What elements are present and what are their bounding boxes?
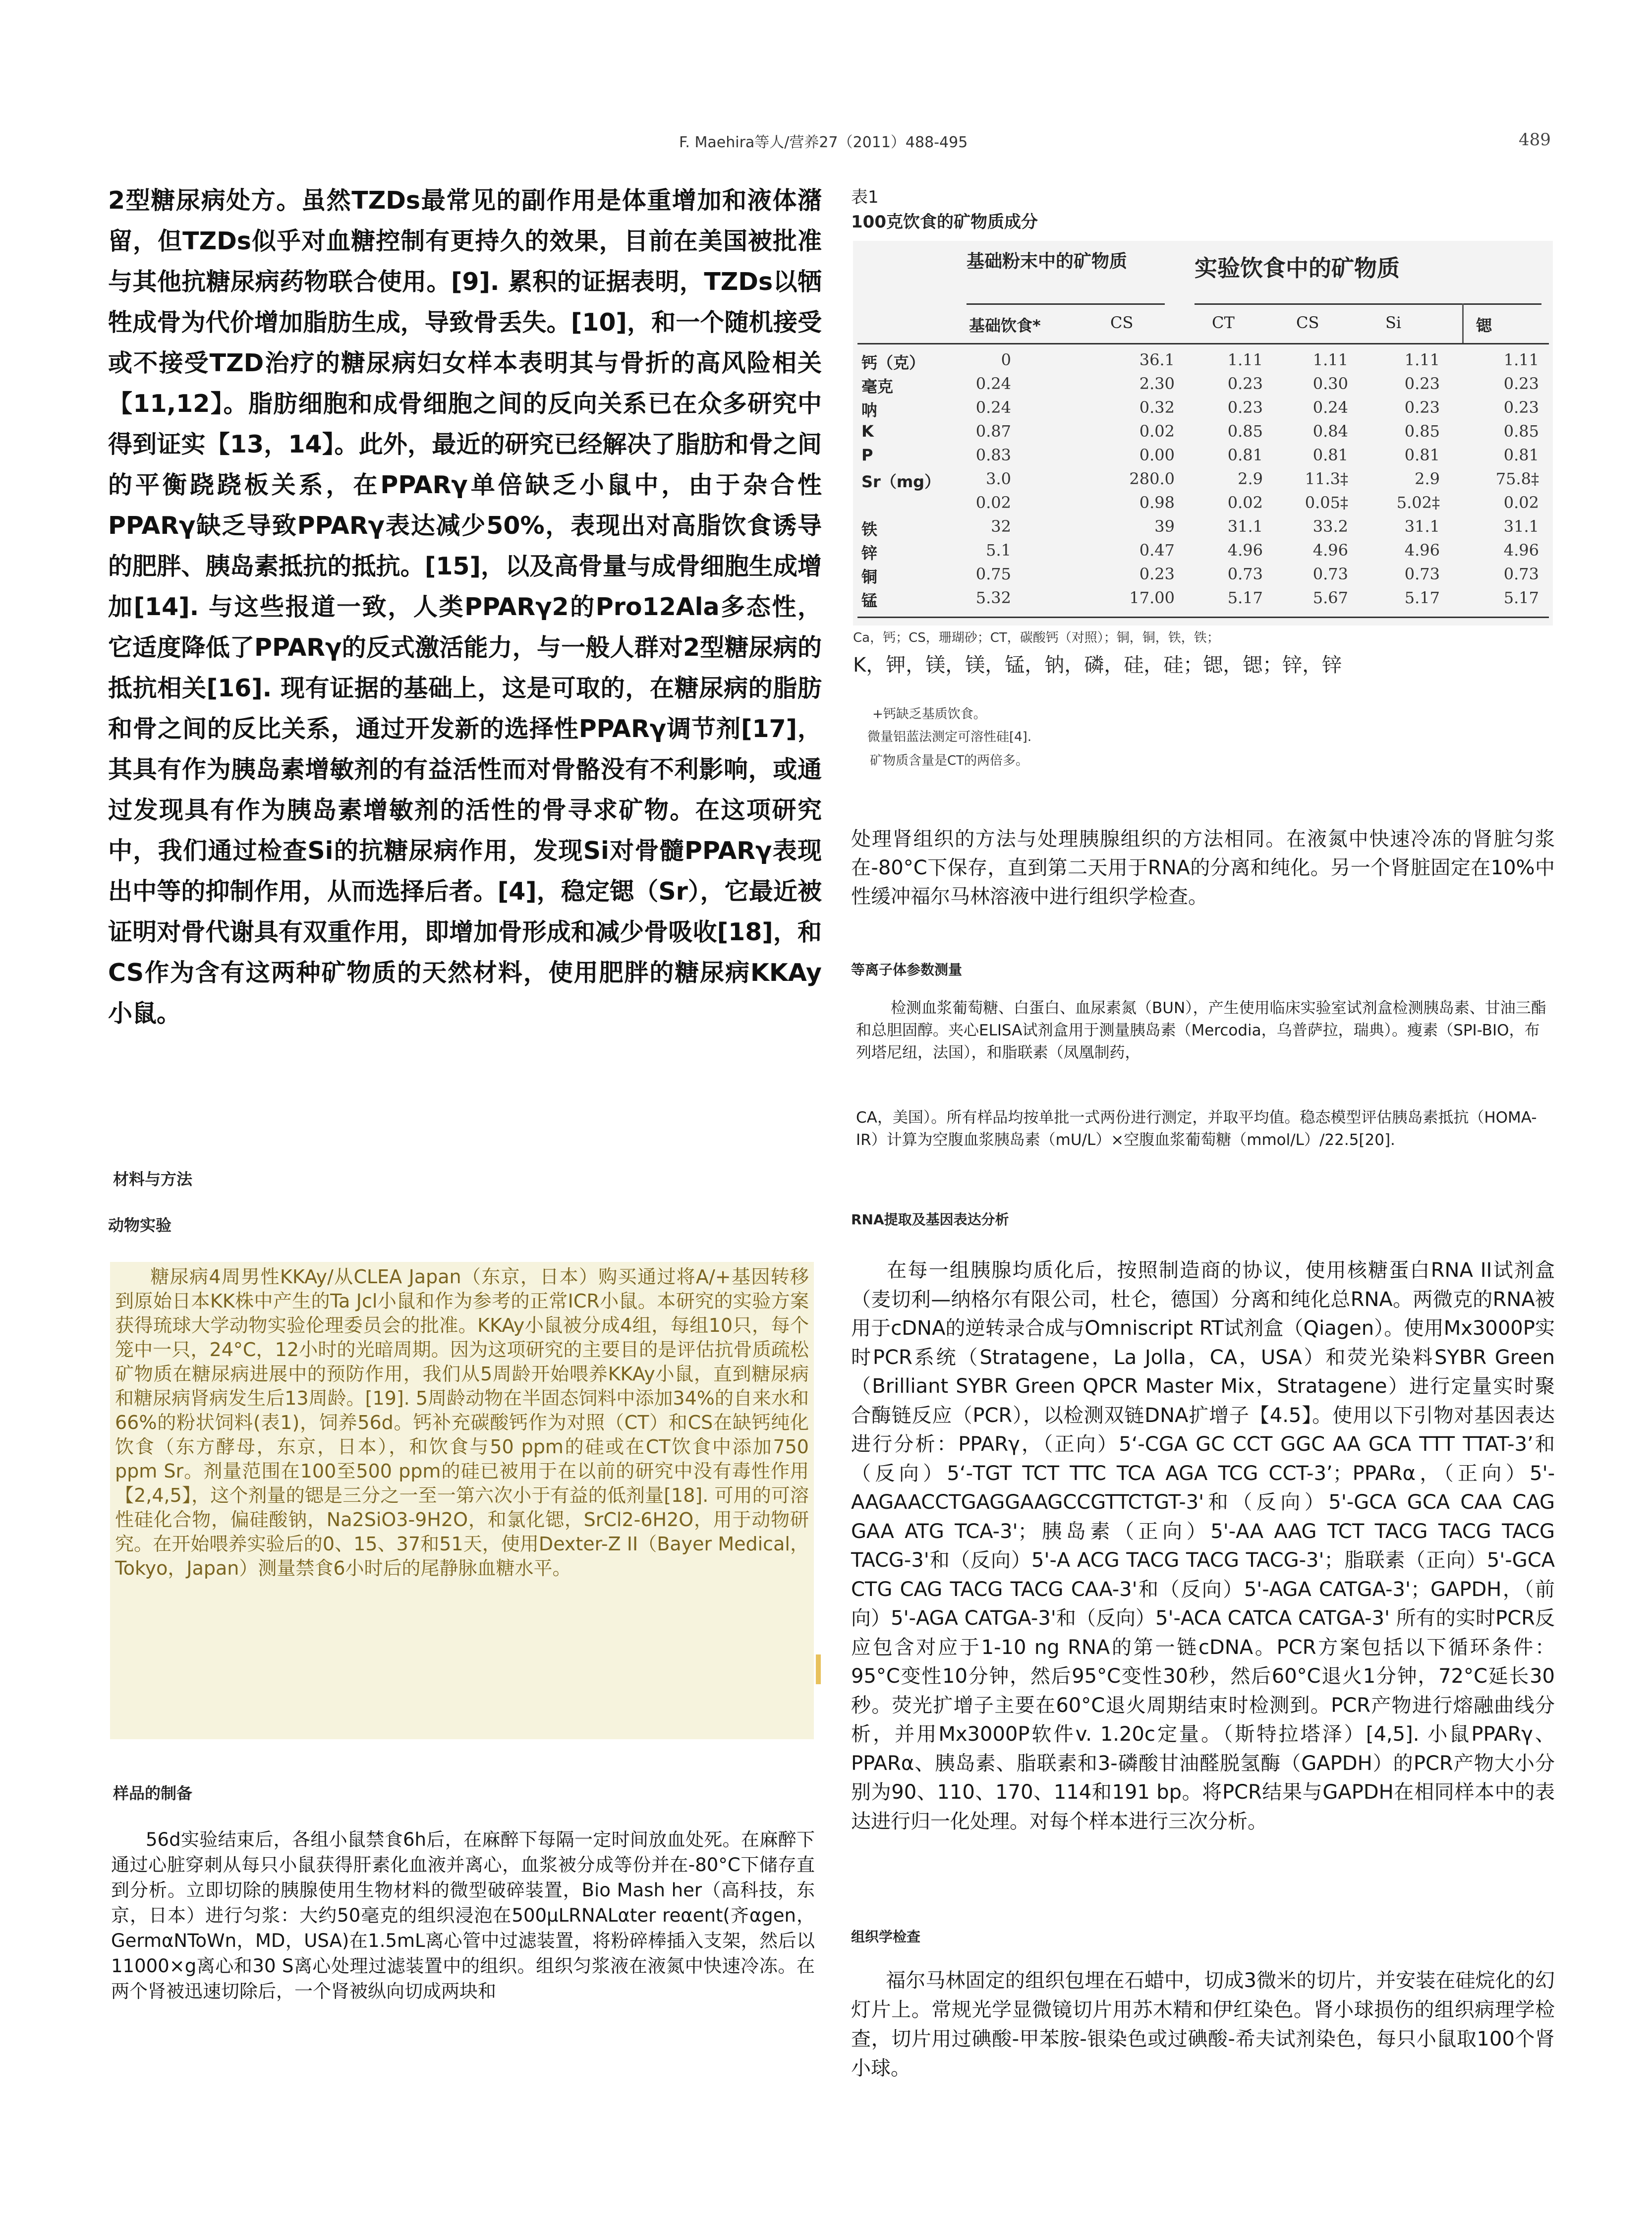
rna-heading: RNA提取及基因表达分析 bbox=[851, 1211, 1009, 1228]
table-cell: 36.1 bbox=[1139, 350, 1175, 369]
experimental-group-header: 实验饮食中的矿物质 bbox=[1195, 255, 1400, 282]
table-cell: 5.17 bbox=[1227, 588, 1263, 607]
table-cell: 1.11 bbox=[1404, 350, 1440, 369]
table-cell: 0.23 bbox=[1503, 374, 1539, 393]
table-cell: 0.83 bbox=[975, 446, 1011, 464]
table-cell: 0.73 bbox=[1404, 565, 1440, 583]
table-row-label: 锰 bbox=[861, 591, 878, 610]
table-note-abbrev-2: K，钾，镁，镁，锰，钠，磷，硅，硅；锶，锶；锌，锌 bbox=[853, 654, 1342, 677]
table-cell: 0.85 bbox=[1503, 422, 1539, 441]
params-paragraph-2: CA，美国）。所有样品均按单批一式两份进行测定，并取平均值。稳态模型评估胰岛素抵抗（HOMA-IR）计算为空腹血浆胰岛素（mU/L）×空腹血浆葡萄糖（mmol/L）/22.5[20]. bbox=[856, 1109, 1537, 1149]
table-cell: 0.73 bbox=[1503, 565, 1539, 583]
running-head: F. Maehira等人/营养27（2011）488-495 bbox=[679, 134, 968, 151]
table-cell: 0.30 bbox=[1312, 374, 1348, 393]
table-cell: 0.75 bbox=[975, 565, 1011, 583]
table-cell: 0.32 bbox=[1139, 398, 1175, 417]
col-header-ct: CT bbox=[1212, 313, 1235, 332]
table-cell: 0.23 bbox=[1503, 398, 1539, 417]
table-cell: 3.0 bbox=[986, 469, 1011, 488]
table-cell: 0 bbox=[1001, 350, 1011, 369]
table-cell: 0.02 bbox=[1227, 493, 1263, 512]
table-cell: 0.23 bbox=[1139, 565, 1175, 583]
table-cell: 0.73 bbox=[1227, 565, 1263, 583]
table-cell: 0.23 bbox=[1404, 398, 1440, 417]
table-cell: 280.0 bbox=[1129, 469, 1175, 488]
histo-heading: 组织学检查 bbox=[851, 1929, 921, 1945]
table-cell: 0.81 bbox=[1312, 446, 1348, 464]
kidney-paragraph: 处理肾组织的方法与处理胰腺组织的方法相同。在液氮中快速冷冻的肾脏匀浆在-80°C下保存，直到第二天用于RNA的分离和纯化。另一个肾脏固定在10%中性缓冲福尔马林溶液中进行组织学检查。 bbox=[851, 828, 1555, 908]
table-cell: 0.00 bbox=[1139, 446, 1175, 464]
col-divider bbox=[1462, 303, 1464, 343]
animal-paragraph-text: 糖尿病4周男性KKAy/从CLEA Japan（东京，日本）购买通过将A/+基因转移到原始日本KK株中产生的Ta Jcl小鼠和作为参考的正常ICR小鼠。本研究的实验方案获得琉球大学动物实验伦理委员会的批准。KKAy小鼠被分成4组，每组10只，每个笼中一只，24°C，12小时的光暗周期。因为这项研究的主要目的是评估抗骨质疏松矿物质在糖尿病进展中的预防作用，我们从5周龄开始喂养KKAy小鼠，直到糖尿病和糖尿病肾病发生后13周龄。[19]. 5周龄动物在半固态饲料中添加34%的自来水和66%的粉状饲料(表1)，饲养56d。钙补充碳酸钙作为对照（CT）和CS在缺钙纯化饮食（东方酵母，东京，日本），和饮食与50 ppm的硅或在CT饮食中添加750 ppm Sr。剂量范围在100至500 ppm的硅已被用于在以前的研究中没有毒性作用【2,4,5】，这个剂量的锶是三分之一至一第六次小于有益的低剂量[18]. 可用的可溶性硅化合物，偏硅酸钠，Na2SiO3-9H2O，和氯化锶，SrCl2-6H2O，用于动物研究。在开始喂养实验后的0、15、37和51天，使用Dexter-Z II（Bayer Medical，Tokyo，Japan）测量禁食6小时后的尾静脉血糖水平。 bbox=[115, 1266, 809, 1579]
table-cell: 0.98 bbox=[1139, 493, 1175, 512]
col-header-si: Si bbox=[1385, 313, 1402, 332]
table-cell: 11.3‡ bbox=[1305, 469, 1348, 488]
table-rule-experimental bbox=[1195, 303, 1541, 305]
params-paragraph-1 bbox=[856, 997, 1550, 1064]
col-header-cs-basal: CS bbox=[1110, 313, 1134, 332]
basal-group-header: 基础粉末中的矿物质 bbox=[967, 251, 1128, 272]
table-cell: 0.24 bbox=[975, 398, 1011, 417]
table-cell: 0.84 bbox=[1312, 422, 1348, 441]
table-note-abbrev-1: Ca，钙；CS，珊瑚砂；CT，碳酸钙（对照）；铜，铜，铁，铁； bbox=[853, 630, 1220, 645]
table-row-label: 铜 bbox=[861, 568, 878, 586]
table-cell: 75.8‡ bbox=[1495, 469, 1539, 488]
table-cell: 0.02 bbox=[975, 493, 1011, 512]
table-rule-header bbox=[857, 343, 1549, 344]
table-cell: 31.1 bbox=[1227, 517, 1263, 536]
table-cell: 5.02‡ bbox=[1396, 493, 1440, 512]
table-rule-bottom bbox=[857, 617, 1549, 618]
rna-paragraph-text: 在每一组胰腺均质化后，按照制造商的协议，使用核糖蛋白RNA II试剂盒（麦切利—纳格尔有限公司，杜仑，德国）分离和纯化总RNA。两微克的RNA被用于cDNA的逆转录合成与Omniscript RT试剂盒（Qiagen）。使用Mx3000P实时PCR系统（Stratagene，La Jolla，CA，USA）和荧光染料SYBR Green（Brilliant SYBR Green QPCR Master Mix，Stratagene）进行定量实时聚合酶链反应（PCR），以检测双链DNA扩增子【4.5】。使用以下引物对基因表达进行分析：PPARγ，（正向）5‘-CGA GC CCT GGC AA GCA TTT TTAT-3’和（反向）5‘-TGT TCT TTC TCA AGA TCG CCT-3’；PPARα，（正向）5'-AAGAACCTGAGGAAGCCGTTCTGT-3'和（反向）5'-GCA GCA CAA CAG GAA ATG TCA-3'；胰岛素（正向）5'-AA AAG TCT TACG TACG TACG TACG-3'和（反向）5'-A ACG TACG TACG TACG-3'；脂联素（正向）5'-GCA CTG CAG TACG TACG CAA-3'和（反向）5'-AGA CATGA-3'；GAPDH，（前向）5'-AGA CATGA-3'和（反向）5'-ACA CATCA CATGA-3' 所有的实时PCR反应包含对应于1-10 ng RNA的第一链cDNA。PCR方案包括以下循环条件：95°C变性10分钟，然后95°C变性30秒，然后60°C退火1分钟，72°C延长30秒。荧光扩增子主要在60°C退火周期结束时检测到。PCR产物进行熔融曲线分析，并用Mx3000P软件v. 1.20c定量。（斯特拉塔泽）[4,5]. 小鼠PPARγ、PPARα、胰岛素、脂联素和3-磷酸甘油醛脱氢酶（GAPDH）的PCR产物大小分别为90、110、170、114和191 bp。将PCR结果与GAPDH在相同样本中的表达进行归一化处理。对每个样本进行三次分析。 bbox=[851, 1259, 1555, 1833]
table-footnote-1: +钙缺乏基质饮食。 bbox=[872, 707, 986, 722]
table-cell: 0.23 bbox=[1227, 374, 1263, 393]
table-cell: 1.11 bbox=[1312, 350, 1348, 369]
table-cell: 39 bbox=[1154, 517, 1175, 536]
table-cell: 33.2 bbox=[1312, 517, 1348, 536]
table-cell: 0.87 bbox=[975, 422, 1011, 441]
col-header-cs: CS bbox=[1296, 313, 1319, 332]
table-row-label: 钙（克） bbox=[861, 353, 925, 372]
col-header-basal: 基础饮食* bbox=[969, 316, 1041, 335]
table-cell: 0.23 bbox=[1404, 374, 1440, 393]
table-cell: 5.17 bbox=[1404, 588, 1440, 607]
table-cell: 0.24 bbox=[975, 374, 1011, 393]
table-row-label: 锌 bbox=[861, 544, 878, 563]
table-row-label: 毫克 bbox=[861, 377, 894, 396]
table-cell: 0.73 bbox=[1312, 565, 1348, 583]
table-cell: 0.24 bbox=[1312, 398, 1348, 417]
animal-paragraph bbox=[115, 1265, 809, 1581]
table-row-label: 铁 bbox=[861, 520, 878, 539]
table-cell: 31.1 bbox=[1503, 517, 1539, 536]
table-cell: 0.85 bbox=[1404, 422, 1440, 441]
table-cell: 1.11 bbox=[1227, 350, 1263, 369]
table-row-label: K bbox=[861, 422, 874, 441]
materials-heading: 材料与方法 bbox=[113, 1170, 193, 1189]
table-cell: 0.85 bbox=[1227, 422, 1263, 441]
table-cell: 0.81 bbox=[1404, 446, 1440, 464]
table-cell: 17.00 bbox=[1129, 588, 1175, 607]
table-rule-basal bbox=[967, 303, 1165, 305]
table-cell: 2.9 bbox=[1415, 469, 1440, 488]
table-cell: 31.1 bbox=[1404, 517, 1440, 536]
table-cell: 0.23 bbox=[1227, 398, 1263, 417]
table-footnote-2: 微量铝蓝法测定可溶性硅[4]. bbox=[867, 730, 1032, 744]
table-title: 100克饮食的矿物质成分 bbox=[851, 212, 1038, 232]
prep-paragraph bbox=[111, 1827, 815, 2004]
table-cell: 0.02 bbox=[1139, 422, 1175, 441]
table-cell: 1.11 bbox=[1503, 350, 1539, 369]
table-row-label: 呐 bbox=[861, 401, 878, 420]
table-cell: 0.47 bbox=[1139, 541, 1175, 560]
page-number: 489 bbox=[1519, 130, 1551, 150]
table-cell: 5.17 bbox=[1503, 588, 1539, 607]
table-label: 表1 bbox=[851, 187, 879, 207]
params-paragraph-1-text: 检测血浆葡萄糖、白蛋白、血尿素氮（BUN），产生使用临床实验室试剂盒检测胰岛素、甘油三酯和总胆固醇。夹心ELISA试剂盒用于测量胰岛素（Mercodia，乌普萨拉，瑞典）。瘦素（SPI-BIO，布列塔尼纽，法国），和脂联素（凤凰制药， bbox=[856, 999, 1546, 1062]
table-cell: 5.32 bbox=[975, 588, 1011, 607]
rna-paragraph bbox=[851, 1256, 1555, 1836]
table-cell: 4.96 bbox=[1503, 541, 1539, 560]
table-cell: 32 bbox=[991, 517, 1011, 536]
table-cell: 4.96 bbox=[1312, 541, 1348, 560]
animal-heading: 动物实验 bbox=[108, 1216, 172, 1235]
table-footnote-3: 矿物质含量是CT的两倍多。 bbox=[870, 753, 1029, 768]
table-row-label: P bbox=[861, 446, 873, 464]
prep-paragraph-text: 56d实验结束后，各组小鼠禁食6h后，在麻醉下每隔一定时间放血处死。在麻醉下通过心脏穿刺从每只小鼠获得肝素化血液并离心，血浆被分成等份并在-80°C下储存直到分析。立即切除的胰腺使用生物材料的微型破碎装置，Bio Mash her（高科技，东京，日本）进行匀浆：大约50毫克的组织浸泡在500μLRNALαter reαent(齐αgen，GermαNToWn，MD，USA)在1.5mL离心管中过滤装置，将粉碎棒插入支架，然后以11000×g离心和30 S离心处理过滤装置中的组织。组织匀浆液在液氮中快速冷冻。在两个肾被迅速切除后，一个肾被纵向切成两块和 bbox=[111, 1829, 815, 2002]
margin-marker bbox=[816, 1654, 821, 1684]
table-cell: 0.02 bbox=[1503, 493, 1539, 512]
intro-paragraph: 2型糖尿病处方。虽然TZDs最常见的副作用是体重增加和液体潴留，但TZDs似乎对血糖控制有更持久的效果，目前在美国被批准与其他抗糖尿病药物联合使用。[9]. 累积的证据表明，TZDs以牺牲成骨为代价增加脂肪生成，导致骨丢失。[10]，和一个随机接受或不接受TZD治疗的糖尿病妇女样本表明其与骨折的高风险相关【11,12】。脂肪细胞和成骨细胞之间的反向关系已在众多研究中得到证实【13，14】。此外，最近的研究已经解决了脂肪和骨之间的平衡跷跷板关系，在PPARγ单倍缺乏小鼠中，由于杂合性PPARγ缺乏导致PPARγ表达减少50%，表现出对高脂饮食诱导的肥胖、胰岛素抵抗的抵抗。[15]，以及高骨量与成骨细胞生成增加[14]. 与这些报道一致，人类PPARγ2的Pro12Ala多态性，它适度降低了PPARγ的反式激活能力，与一般人群对2型糖尿病的抵抗相关[16]. 现有证据的基础上，这是可取的，在糖尿病的脂肪和骨之间的反比关系，通过开发新的选择性PPARγ调节剂[17]，其具有作为胰岛素增敏剂的有益活性而对骨骼没有不利影响，或通过发现具有作为胰岛素增敏剂的活性的骨寻求矿物。在这项研究中，我们通过检查Si的抗糖尿病作用，发现Si对骨髓PPARγ表现出中等的抑制作用，从而选择后者。[4]，稳定锶（Sr），它最近被证明对骨代谢具有双重作用，即增加骨形成和减少骨吸收[18]，和CS作为含有这两种矿物质的天然材料，使用肥胖的糖尿病KKAy小鼠。 bbox=[108, 186, 822, 1027]
table-cell: 5.67 bbox=[1312, 588, 1348, 607]
table-cell: 5.1 bbox=[986, 541, 1011, 560]
col-header-sr: 锶 bbox=[1476, 316, 1492, 335]
table-cell: 4.96 bbox=[1404, 541, 1440, 560]
table-cell: 0.81 bbox=[1503, 446, 1539, 464]
table-cell: 2.9 bbox=[1238, 469, 1263, 488]
table-cell: 0.05‡ bbox=[1305, 493, 1348, 512]
histo-paragraph bbox=[851, 1966, 1555, 2083]
table-cell: 4.96 bbox=[1227, 541, 1263, 560]
histo-paragraph-text: 福尔马林固定的组织包埋在石蜡中，切成3微米的切片，并安装在硅烷化的幻灯片上。常规光学显微镜切片用苏木精和伊红染色。肾小球损伤的组织病理学检查，切片用过碘酸-甲苯胺-银染色或过碘酸-希夫试剂染色，每只小鼠取100个肾小球。 bbox=[851, 1969, 1555, 2080]
params-heading: 等离子体参数测量 bbox=[851, 962, 963, 978]
table-cell: 0.81 bbox=[1227, 446, 1263, 464]
prep-heading: 样品的制备 bbox=[113, 1784, 193, 1803]
table-row-label: Sr（mg） bbox=[861, 472, 941, 491]
table-cell: 2.30 bbox=[1139, 374, 1175, 393]
